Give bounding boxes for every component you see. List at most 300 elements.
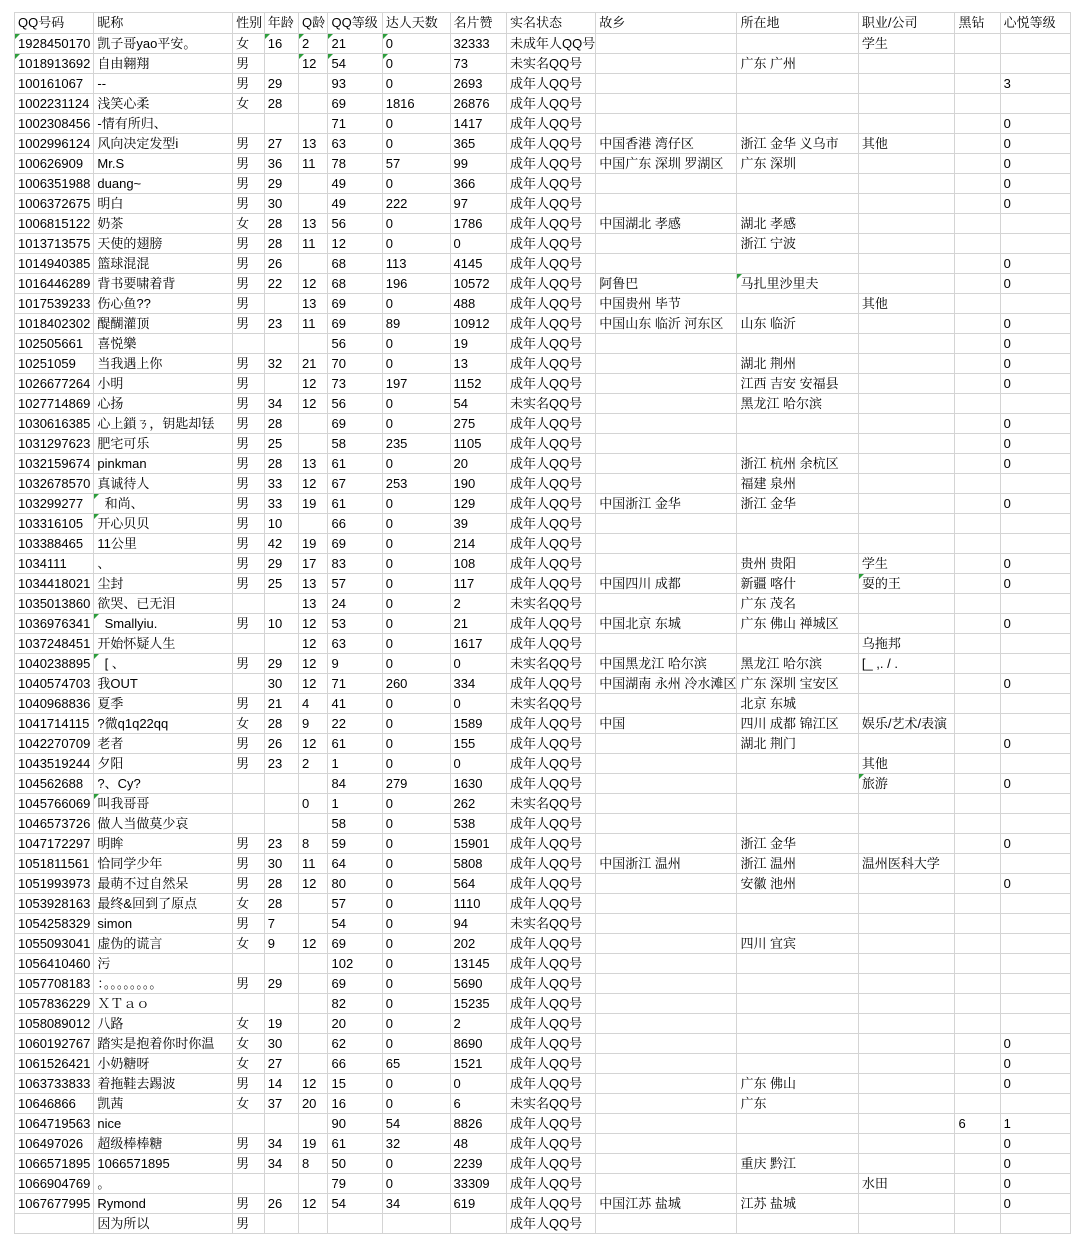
- cell-qq-number[interactable]: 1030616385: [15, 414, 94, 434]
- cell-qq-number[interactable]: 1002996124: [15, 134, 94, 154]
- cell-age[interactable]: 10: [264, 514, 298, 534]
- cell-qq-level[interactable]: 61: [328, 494, 382, 514]
- cell-age[interactable]: 9: [264, 934, 298, 954]
- cell-occupation[interactable]: [858, 1214, 955, 1234]
- cell-black-diamond[interactable]: [955, 974, 1000, 994]
- cell-card-likes[interactable]: 1786: [450, 214, 506, 234]
- cell-location[interactable]: [737, 974, 858, 994]
- cell-gender[interactable]: 男: [233, 574, 265, 594]
- cell-location[interactable]: [737, 294, 858, 314]
- cell-realname-status[interactable]: 成年人QQ号: [506, 494, 595, 514]
- cell-qq-number[interactable]: 104562688: [15, 774, 94, 794]
- cell-daren-days[interactable]: 0: [382, 294, 450, 314]
- cell-hometown[interactable]: [596, 594, 737, 614]
- cell-realname-status[interactable]: 成年人QQ号: [506, 234, 595, 254]
- cell-age[interactable]: 34: [264, 1134, 298, 1154]
- cell-occupation[interactable]: [858, 474, 955, 494]
- cell-age[interactable]: 28: [264, 234, 298, 254]
- cell-realname-status[interactable]: 成年人QQ号: [506, 1174, 595, 1194]
- cell-q-age[interactable]: 12: [298, 734, 328, 754]
- cell-hometown[interactable]: [596, 474, 737, 494]
- cell-age[interactable]: 28: [264, 214, 298, 234]
- cell-age[interactable]: [264, 54, 298, 74]
- cell-location[interactable]: [737, 414, 858, 434]
- cell-qq-level[interactable]: 61: [328, 1134, 382, 1154]
- cell-hometown[interactable]: [596, 734, 737, 754]
- cell-qq-level[interactable]: 79: [328, 1174, 382, 1194]
- cell-gender[interactable]: 男: [233, 654, 265, 674]
- cell-black-diamond[interactable]: [955, 514, 1000, 534]
- cell-qq-level[interactable]: 24: [328, 594, 382, 614]
- cell-gender[interactable]: 男: [233, 974, 265, 994]
- cell-gender[interactable]: 男: [233, 74, 265, 94]
- cell-gender[interactable]: 女: [233, 1014, 265, 1034]
- cell-location[interactable]: 山东 临沂: [737, 314, 858, 334]
- cell-qq-level[interactable]: 20: [328, 1014, 382, 1034]
- cell-daren-days[interactable]: 260: [382, 674, 450, 694]
- cell-gender[interactable]: 男: [233, 254, 265, 274]
- cell-gender[interactable]: 女: [233, 1034, 265, 1054]
- cell-daren-days[interactable]: 0: [382, 934, 450, 954]
- cell-daren-days[interactable]: 65: [382, 1054, 450, 1074]
- cell-nickname[interactable]: 心上鎖ㄋ，钥匙却铥: [94, 414, 233, 434]
- cell-daren-days[interactable]: 0: [382, 174, 450, 194]
- cell-realname-status[interactable]: 成年人QQ号: [506, 774, 595, 794]
- cell-location[interactable]: 江西 吉安 安福县: [737, 374, 858, 394]
- cell-age[interactable]: [264, 1174, 298, 1194]
- cell-location[interactable]: [737, 954, 858, 974]
- cell-black-diamond[interactable]: [955, 234, 1000, 254]
- cell-realname-status[interactable]: 成年人QQ号: [506, 534, 595, 554]
- cell-hometown[interactable]: 中国香港 湾仔区: [596, 134, 737, 154]
- cell-daren-days[interactable]: 0: [382, 414, 450, 434]
- cell-occupation[interactable]: [858, 894, 955, 914]
- cell-xinyue-level[interactable]: 0: [1000, 574, 1070, 594]
- cell-age[interactable]: 29: [264, 654, 298, 674]
- cell-realname-status[interactable]: 成年人QQ号: [506, 614, 595, 634]
- cell-black-diamond[interactable]: [955, 1154, 1000, 1174]
- cell-xinyue-level[interactable]: 0: [1000, 334, 1070, 354]
- cell-age[interactable]: [264, 994, 298, 1014]
- cell-card-likes[interactable]: 15235: [450, 994, 506, 1014]
- cell-xinyue-level[interactable]: [1000, 534, 1070, 554]
- cell-occupation[interactable]: [858, 334, 955, 354]
- cell-xinyue-level[interactable]: 0: [1000, 1074, 1070, 1094]
- cell-q-age[interactable]: 9: [298, 714, 328, 734]
- cell-gender[interactable]: [233, 814, 265, 834]
- cell-daren-days[interactable]: 0: [382, 534, 450, 554]
- cell-age[interactable]: 23: [264, 314, 298, 334]
- cell-card-likes[interactable]: 4145: [450, 254, 506, 274]
- cell-location[interactable]: [737, 194, 858, 214]
- cell-realname-status[interactable]: 未成年人QQ号: [506, 34, 595, 54]
- cell-location[interactable]: 重庆 黔江: [737, 1154, 858, 1174]
- column-header-location[interactable]: 所在地: [737, 13, 858, 34]
- cell-location[interactable]: [737, 774, 858, 794]
- cell-qq-number[interactable]: 1047172297: [15, 834, 94, 854]
- cell-daren-days[interactable]: 0: [382, 594, 450, 614]
- cell-qq-level[interactable]: 50: [328, 1154, 382, 1174]
- cell-realname-status[interactable]: 未实名QQ号: [506, 394, 595, 414]
- cell-hometown[interactable]: [596, 54, 737, 74]
- cell-occupation[interactable]: 娱乐/艺术/表演: [858, 714, 955, 734]
- cell-location[interactable]: 湖北 荆门: [737, 734, 858, 754]
- cell-gender[interactable]: [233, 994, 265, 1014]
- cell-qq-number[interactable]: [15, 1214, 94, 1234]
- cell-daren-days[interactable]: 0: [382, 454, 450, 474]
- cell-qq-level[interactable]: 54: [328, 1194, 382, 1214]
- cell-gender[interactable]: [233, 334, 265, 354]
- cell-gender[interactable]: 女: [233, 34, 265, 54]
- cell-age[interactable]: [264, 1114, 298, 1134]
- cell-gender[interactable]: 男: [233, 434, 265, 454]
- cell-black-diamond[interactable]: [955, 954, 1000, 974]
- cell-hometown[interactable]: 中国四川 成都: [596, 574, 737, 594]
- cell-occupation[interactable]: [858, 1094, 955, 1114]
- cell-xinyue-level[interactable]: [1000, 394, 1070, 414]
- cell-card-likes[interactable]: 1152: [450, 374, 506, 394]
- cell-location[interactable]: 广东 深圳: [737, 154, 858, 174]
- cell-daren-days[interactable]: 0: [382, 1014, 450, 1034]
- column-header-nickname[interactable]: 昵称: [94, 13, 233, 34]
- cell-occupation[interactable]: [858, 734, 955, 754]
- cell-qq-number[interactable]: 1928450170: [15, 34, 94, 54]
- cell-occupation[interactable]: [858, 994, 955, 1014]
- cell-xinyue-level[interactable]: [1000, 634, 1070, 654]
- cell-nickname[interactable]: simon: [94, 914, 233, 934]
- cell-occupation[interactable]: [858, 154, 955, 174]
- cell-realname-status[interactable]: 成年人QQ号: [506, 674, 595, 694]
- cell-hometown[interactable]: 中国黑龙江 哈尔滨: [596, 654, 737, 674]
- cell-nickname[interactable]: 恰同学少年: [94, 854, 233, 874]
- cell-xinyue-level[interactable]: [1000, 694, 1070, 714]
- cell-card-likes[interactable]: 365: [450, 134, 506, 154]
- cell-qq-level[interactable]: 49: [328, 174, 382, 194]
- cell-black-diamond[interactable]: [955, 1054, 1000, 1074]
- cell-realname-status[interactable]: 成年人QQ号: [506, 1074, 595, 1094]
- column-header-qq-number[interactable]: QQ号码: [15, 13, 94, 34]
- cell-age[interactable]: [264, 594, 298, 614]
- cell-xinyue-level[interactable]: 0: [1000, 314, 1070, 334]
- cell-location[interactable]: 广东 广州: [737, 54, 858, 74]
- cell-location[interactable]: 江苏 盐城: [737, 1194, 858, 1214]
- cell-location[interactable]: [737, 434, 858, 454]
- cell-occupation[interactable]: [858, 54, 955, 74]
- cell-q-age[interactable]: [298, 1114, 328, 1134]
- cell-qq-number[interactable]: 1018402302: [15, 314, 94, 334]
- cell-black-diamond[interactable]: [955, 894, 1000, 914]
- cell-occupation[interactable]: [858, 934, 955, 954]
- cell-occupation[interactable]: [858, 74, 955, 94]
- cell-q-age[interactable]: [298, 1034, 328, 1054]
- cell-qq-level[interactable]: 69: [328, 534, 382, 554]
- cell-location[interactable]: [737, 1214, 858, 1234]
- cell-gender[interactable]: 男: [233, 1134, 265, 1154]
- cell-hometown[interactable]: [596, 1114, 737, 1134]
- cell-card-likes[interactable]: 538: [450, 814, 506, 834]
- cell-nickname[interactable]: 尘封: [94, 574, 233, 594]
- cell-qq-number[interactable]: 1064719563: [15, 1114, 94, 1134]
- cell-daren-days[interactable]: 0: [382, 654, 450, 674]
- cell-qq-level[interactable]: 56: [328, 394, 382, 414]
- cell-black-diamond[interactable]: [955, 714, 1000, 734]
- cell-age[interactable]: 37: [264, 1094, 298, 1114]
- cell-daren-days[interactable]: 0: [382, 74, 450, 94]
- cell-card-likes[interactable]: 488: [450, 294, 506, 314]
- cell-hometown[interactable]: [596, 1154, 737, 1174]
- cell-location[interactable]: [737, 894, 858, 914]
- cell-location[interactable]: 浙江 温州: [737, 854, 858, 874]
- cell-qq-number[interactable]: 1006815122: [15, 214, 94, 234]
- cell-age[interactable]: [264, 294, 298, 314]
- cell-card-likes[interactable]: 1617: [450, 634, 506, 654]
- cell-gender[interactable]: 男: [233, 914, 265, 934]
- cell-hometown[interactable]: 中国江苏 盐城: [596, 1194, 737, 1214]
- cell-q-age[interactable]: [298, 774, 328, 794]
- cell-realname-status[interactable]: 成年人QQ号: [506, 114, 595, 134]
- cell-nickname[interactable]: 11公里: [94, 534, 233, 554]
- cell-xinyue-level[interactable]: 0: [1000, 374, 1070, 394]
- cell-xinyue-level[interactable]: 0: [1000, 154, 1070, 174]
- cell-hometown[interactable]: [596, 254, 737, 274]
- cell-qq-number[interactable]: 1026677264: [15, 374, 94, 394]
- column-header-realname-status[interactable]: 实名状态: [506, 13, 595, 34]
- cell-gender[interactable]: 男: [233, 454, 265, 474]
- cell-occupation[interactable]: [858, 314, 955, 334]
- cell-occupation[interactable]: 旅游: [858, 774, 955, 794]
- cell-card-likes[interactable]: 1417: [450, 114, 506, 134]
- cell-qq-level[interactable]: 57: [328, 574, 382, 594]
- cell-nickname[interactable]: 叫我哥哥: [94, 794, 233, 814]
- cell-qq-number[interactable]: 1018913692: [15, 54, 94, 74]
- cell-qq-level[interactable]: 9: [328, 654, 382, 674]
- cell-hometown[interactable]: 中国山东 临沂 河东区: [596, 314, 737, 334]
- cell-qq-level[interactable]: 58: [328, 814, 382, 834]
- cell-card-likes[interactable]: 48: [450, 1134, 506, 1154]
- cell-gender[interactable]: 女: [233, 894, 265, 914]
- cell-realname-status[interactable]: 成年人QQ号: [506, 1134, 595, 1154]
- cell-xinyue-level[interactable]: 0: [1000, 434, 1070, 454]
- cell-black-diamond[interactable]: [955, 934, 1000, 954]
- cell-gender[interactable]: 男: [233, 154, 265, 174]
- cell-card-likes[interactable]: 54: [450, 394, 506, 414]
- cell-gender[interactable]: 男: [233, 194, 265, 214]
- cell-nickname[interactable]: ?、Cy?: [94, 774, 233, 794]
- cell-card-likes[interactable]: 39: [450, 514, 506, 534]
- cell-daren-days[interactable]: 0: [382, 834, 450, 854]
- cell-qq-number[interactable]: 1053928163: [15, 894, 94, 914]
- cell-daren-days[interactable]: 57: [382, 154, 450, 174]
- cell-black-diamond[interactable]: [955, 794, 1000, 814]
- cell-card-likes[interactable]: [450, 1214, 506, 1234]
- cell-age[interactable]: 23: [264, 834, 298, 854]
- cell-q-age[interactable]: 13: [298, 454, 328, 474]
- cell-location[interactable]: [737, 634, 858, 654]
- cell-age[interactable]: 21: [264, 694, 298, 714]
- cell-card-likes[interactable]: 108: [450, 554, 506, 574]
- cell-hometown[interactable]: 中国北京 东城: [596, 614, 737, 634]
- cell-q-age[interactable]: [298, 74, 328, 94]
- cell-card-likes[interactable]: 1521: [450, 1054, 506, 1074]
- cell-xinyue-level[interactable]: [1000, 854, 1070, 874]
- cell-location[interactable]: [737, 334, 858, 354]
- cell-hometown[interactable]: [596, 1174, 737, 1194]
- cell-xinyue-level[interactable]: [1000, 794, 1070, 814]
- cell-q-age[interactable]: [298, 514, 328, 534]
- cell-hometown[interactable]: [596, 1074, 737, 1094]
- cell-gender[interactable]: 男: [233, 874, 265, 894]
- cell-q-age[interactable]: 12: [298, 934, 328, 954]
- cell-black-diamond[interactable]: [955, 634, 1000, 654]
- cell-qq-level[interactable]: 15: [328, 1074, 382, 1094]
- cell-daren-days[interactable]: 0: [382, 1074, 450, 1094]
- cell-location[interactable]: [737, 1034, 858, 1054]
- cell-q-age[interactable]: 13: [298, 294, 328, 314]
- cell-occupation[interactable]: 学生: [858, 554, 955, 574]
- cell-daren-days[interactable]: 279: [382, 774, 450, 794]
- cell-qq-level[interactable]: 56: [328, 334, 382, 354]
- cell-age[interactable]: 34: [264, 1154, 298, 1174]
- cell-age[interactable]: [264, 334, 298, 354]
- cell-location[interactable]: [737, 1174, 858, 1194]
- cell-q-age[interactable]: 12: [298, 1194, 328, 1214]
- cell-age[interactable]: 23: [264, 754, 298, 774]
- cell-qq-level[interactable]: 49: [328, 194, 382, 214]
- cell-age[interactable]: 34: [264, 394, 298, 414]
- cell-black-diamond[interactable]: [955, 454, 1000, 474]
- cell-gender[interactable]: 男: [233, 534, 265, 554]
- cell-location[interactable]: 湖北 荆州: [737, 354, 858, 374]
- cell-realname-status[interactable]: 成年人QQ号: [506, 274, 595, 294]
- cell-card-likes[interactable]: 5690: [450, 974, 506, 994]
- cell-age[interactable]: [264, 794, 298, 814]
- cell-realname-status[interactable]: 成年人QQ号: [506, 474, 595, 494]
- cell-age[interactable]: 30: [264, 854, 298, 874]
- cell-xinyue-level[interactable]: 1: [1000, 1114, 1070, 1134]
- cell-location[interactable]: [737, 534, 858, 554]
- cell-qq-level[interactable]: 64: [328, 854, 382, 874]
- cell-q-age[interactable]: 8: [298, 1154, 328, 1174]
- cell-q-age[interactable]: [298, 1214, 328, 1234]
- cell-nickname[interactable]: 1066571895: [94, 1154, 233, 1174]
- cell-xinyue-level[interactable]: 0: [1000, 494, 1070, 514]
- cell-qq-level[interactable]: 57: [328, 894, 382, 914]
- cell-occupation[interactable]: [858, 234, 955, 254]
- cell-gender[interactable]: [233, 1114, 265, 1134]
- cell-hometown[interactable]: [596, 1214, 737, 1234]
- cell-card-likes[interactable]: 8826: [450, 1114, 506, 1134]
- cell-nickname[interactable]: ＸＴａｏ: [94, 994, 233, 1014]
- cell-qq-number[interactable]: 1006372675: [15, 194, 94, 214]
- cell-xinyue-level[interactable]: 0: [1000, 674, 1070, 694]
- cell-occupation[interactable]: [858, 1074, 955, 1094]
- cell-qq-level[interactable]: 69: [328, 94, 382, 114]
- cell-hometown[interactable]: [596, 394, 737, 414]
- cell-occupation[interactable]: [_ ,. / .: [858, 654, 955, 674]
- cell-gender[interactable]: 男: [233, 1074, 265, 1094]
- cell-qq-number[interactable]: 1006351988: [15, 174, 94, 194]
- cell-q-age[interactable]: 19: [298, 494, 328, 514]
- cell-location[interactable]: 黑龙江 哈尔滨: [737, 654, 858, 674]
- cell-location[interactable]: [737, 754, 858, 774]
- cell-realname-status[interactable]: 成年人QQ号: [506, 254, 595, 274]
- cell-daren-days[interactable]: 0: [382, 794, 450, 814]
- cell-qq-level[interactable]: 53: [328, 614, 382, 634]
- cell-daren-days[interactable]: 0: [382, 714, 450, 734]
- cell-age[interactable]: 42: [264, 534, 298, 554]
- cell-nickname[interactable]: 伤心鱼??: [94, 294, 233, 314]
- cell-occupation[interactable]: [858, 274, 955, 294]
- cell-daren-days[interactable]: 0: [382, 994, 450, 1014]
- cell-location[interactable]: [737, 1134, 858, 1154]
- cell-nickname[interactable]: 浅笑心柔: [94, 94, 233, 114]
- cell-daren-days[interactable]: 0: [382, 814, 450, 834]
- cell-gender[interactable]: 男: [233, 494, 265, 514]
- cell-occupation[interactable]: [858, 974, 955, 994]
- cell-location[interactable]: 广东: [737, 1094, 858, 1114]
- cell-hometown[interactable]: 阿鲁巴: [596, 274, 737, 294]
- cell-qq-number[interactable]: 1014940385: [15, 254, 94, 274]
- cell-card-likes[interactable]: 2: [450, 594, 506, 614]
- cell-card-likes[interactable]: 19: [450, 334, 506, 354]
- cell-card-likes[interactable]: 99: [450, 154, 506, 174]
- cell-daren-days[interactable]: 89: [382, 314, 450, 334]
- cell-occupation[interactable]: 水田: [858, 1174, 955, 1194]
- cell-q-age[interactable]: [298, 974, 328, 994]
- cell-location[interactable]: 湖北 孝感: [737, 214, 858, 234]
- cell-qq-number[interactable]: 1046573726: [15, 814, 94, 834]
- cell-qq-number[interactable]: 10646866: [15, 1094, 94, 1114]
- cell-daren-days[interactable]: 197: [382, 374, 450, 394]
- cell-q-age[interactable]: 17: [298, 554, 328, 574]
- cell-realname-status[interactable]: 成年人QQ号: [506, 334, 595, 354]
- cell-location[interactable]: [737, 1114, 858, 1134]
- cell-location[interactable]: 北京 东城: [737, 694, 858, 714]
- cell-hometown[interactable]: [596, 874, 737, 894]
- cell-card-likes[interactable]: 13145: [450, 954, 506, 974]
- cell-xinyue-level[interactable]: [1000, 214, 1070, 234]
- cell-card-likes[interactable]: 20: [450, 454, 506, 474]
- cell-realname-status[interactable]: 成年人QQ号: [506, 954, 595, 974]
- cell-gender[interactable]: 女: [233, 1094, 265, 1114]
- cell-card-likes[interactable]: 97: [450, 194, 506, 214]
- cell-qq-level[interactable]: 66: [328, 1054, 382, 1074]
- cell-xinyue-level[interactable]: [1000, 954, 1070, 974]
- cell-hometown[interactable]: [596, 914, 737, 934]
- cell-occupation[interactable]: [858, 1014, 955, 1034]
- cell-daren-days[interactable]: 0: [382, 754, 450, 774]
- cell-qq-level[interactable]: 68: [328, 254, 382, 274]
- cell-card-likes[interactable]: 155: [450, 734, 506, 754]
- cell-occupation[interactable]: [858, 1034, 955, 1054]
- cell-location[interactable]: 四川 宜宾: [737, 934, 858, 954]
- cell-card-likes[interactable]: 5808: [450, 854, 506, 874]
- cell-age[interactable]: 19: [264, 1014, 298, 1034]
- cell-black-diamond[interactable]: [955, 1014, 1000, 1034]
- cell-black-diamond[interactable]: [955, 994, 1000, 1014]
- cell-nickname[interactable]: [ 、: [94, 654, 233, 674]
- cell-occupation[interactable]: [858, 94, 955, 114]
- cell-qq-level[interactable]: 16: [328, 1094, 382, 1114]
- cell-daren-days[interactable]: 253: [382, 474, 450, 494]
- cell-location[interactable]: [737, 174, 858, 194]
- column-header-q-age[interactable]: Q龄: [298, 13, 328, 34]
- cell-xinyue-level[interactable]: [1000, 54, 1070, 74]
- cell-location[interactable]: 广东 茂名: [737, 594, 858, 614]
- cell-qq-level[interactable]: 71: [328, 114, 382, 134]
- cell-age[interactable]: [264, 954, 298, 974]
- cell-q-age[interactable]: [298, 434, 328, 454]
